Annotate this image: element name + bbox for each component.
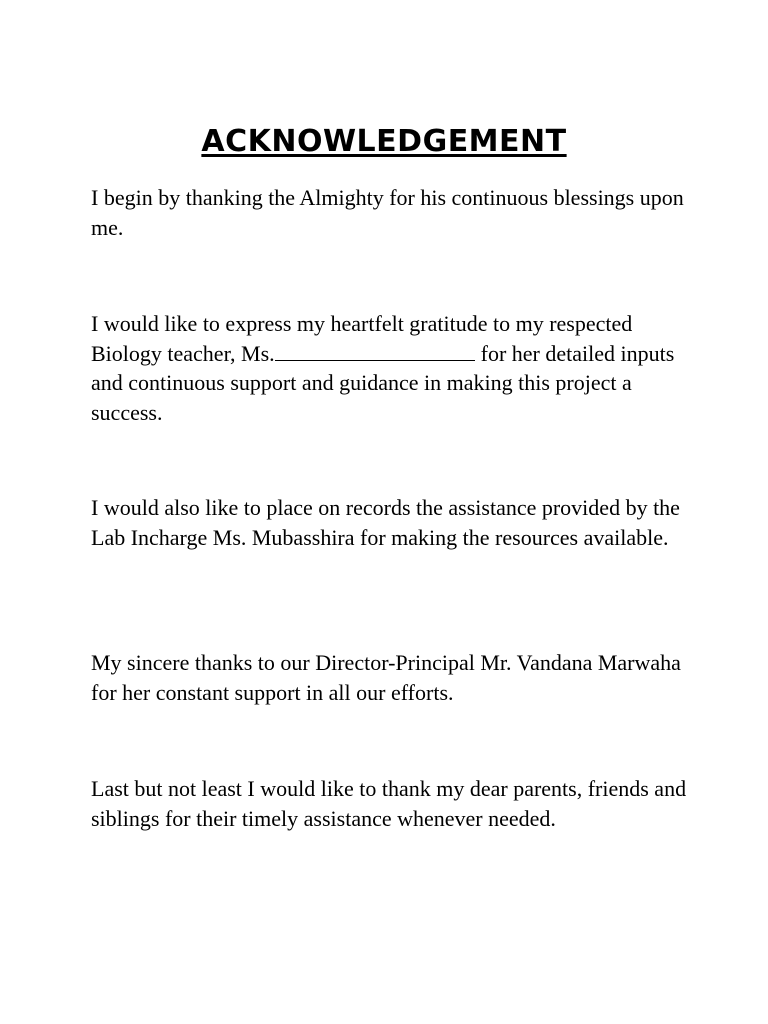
paragraph-parents-friends: Last but not least I would like to thank my dear parents, friends and siblings for their timely assistance whenever needed. [91,776,687,831]
teacher-name-blank-line [275,342,475,361]
paragraph-director-principal: My sincere thanks to our Director-Principal Mr. Vandana Marwaha for her constant support in all our efforts. [91,650,681,705]
paragraph-thanks-almighty: I begin by thanking the Almighty for his continuous blessings upon me. [91,185,684,240]
paragraph-lab-incharge: I would also like to place on records the assistance provided by the Lab Incharge Ms. Mubasshira for making the resources available. [91,495,680,550]
page-title: ACKNOWLEDGEMENT [201,124,567,159]
paragraph-teacher-text-end: for her detailed inputs and continuous support and guidance in making this project a success. [91,340,675,425]
paragraph-teacher-text-start: I would like to express my heartfelt gratitude to my respected Biology teacher, Ms. [91,311,633,366]
paragraph-teacher-gratitude [91,309,691,427]
